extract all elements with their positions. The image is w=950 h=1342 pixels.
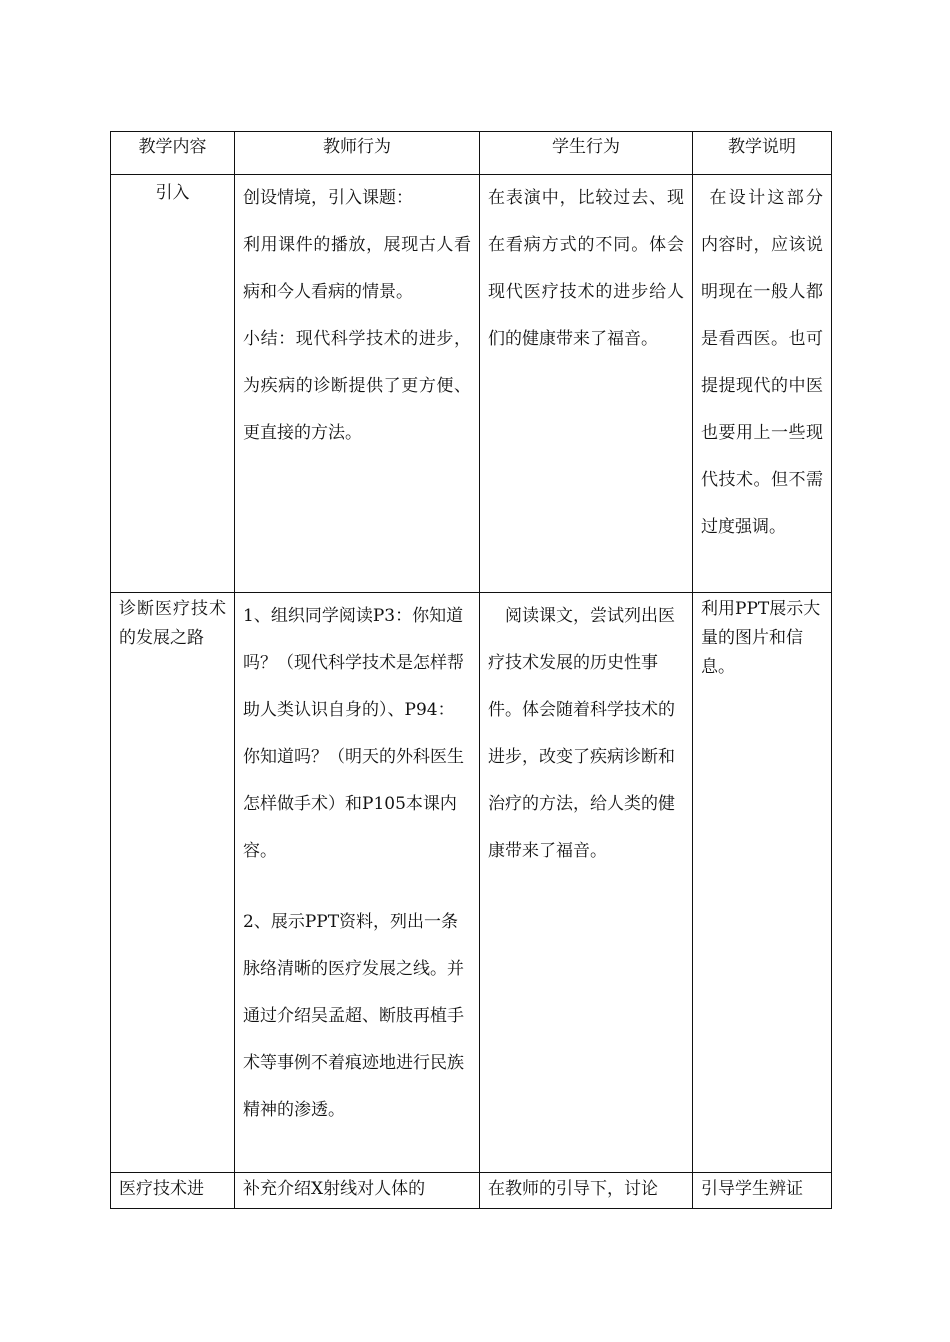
- header-note: 教学说明: [693, 132, 832, 175]
- table-row: [111, 1173, 832, 1209]
- row2-student: 阅读课文，尝试列出医疗技术发展的历史性事件。体会随着科学技术的进步，改变了疾病诊断和治疗的方法，给人类的健康带来了福音。: [480, 593, 693, 1173]
- row1-teacher: [235, 175, 480, 593]
- row2-teacher-item1: 1、组织同学阅读P3：你知道吗？（现代科学技术是怎样帮助人类认识自身的）、P94：你知道吗？（明天的外科医生怎样做手术）和P105本课内容。: [243, 606, 464, 861]
- header-student: 学生行为: [480, 132, 693, 175]
- table-row: [111, 175, 832, 593]
- row3-teacher: 补充介绍X射线对人体的: [235, 1173, 480, 1209]
- header-content: 教学内容: [111, 132, 235, 175]
- row2-note: 利用PPT展示大量的图片和信息。: [693, 593, 832, 1173]
- header-teacher: 教师行为: [235, 132, 480, 175]
- row2-teacher: [235, 593, 480, 1173]
- row3-student: 在教师的引导下，讨论: [480, 1173, 693, 1209]
- row2-content: 诊断医疗技术的发展之路: [111, 593, 235, 1173]
- row3-content: 医疗技术进: [111, 1173, 235, 1209]
- row1-student: 在表演中，比较过去、现在看病方式的不同。体会现代医疗技术的进步给人们的健康带来了福音。: [480, 175, 693, 593]
- table-row: [111, 593, 832, 1173]
- row3-note: 引导学生辨证: [693, 1173, 832, 1209]
- row1-teacher-activity: 利用课件的播放，展现古人看病和今人看病的情景。: [243, 235, 471, 302]
- row1-teacher-intro: 创设情境，引入课题：: [243, 188, 413, 208]
- row2-teacher-item2: 2、展示PPT资料，列出一条脉络清晰的医疗发展之线。并通过介绍吴孟超、断肢再植手术等事例不着痕迹地进行民族精神的渗透。: [243, 912, 464, 1120]
- row1-note: 在设计这部分内容时，应该说明现在一般人都是看西医。也可提提现代的中医也要用上一些现代技术。但不需过度强调。: [693, 175, 832, 593]
- row1-teacher-summary: 小结：现代科学技术的进步，为疾病的诊断提供了更方便、更直接的方法。: [243, 329, 471, 443]
- lesson-plan-table: [110, 131, 832, 1209]
- row1-content: 引入: [111, 175, 235, 593]
- table-header-row: [111, 132, 832, 175]
